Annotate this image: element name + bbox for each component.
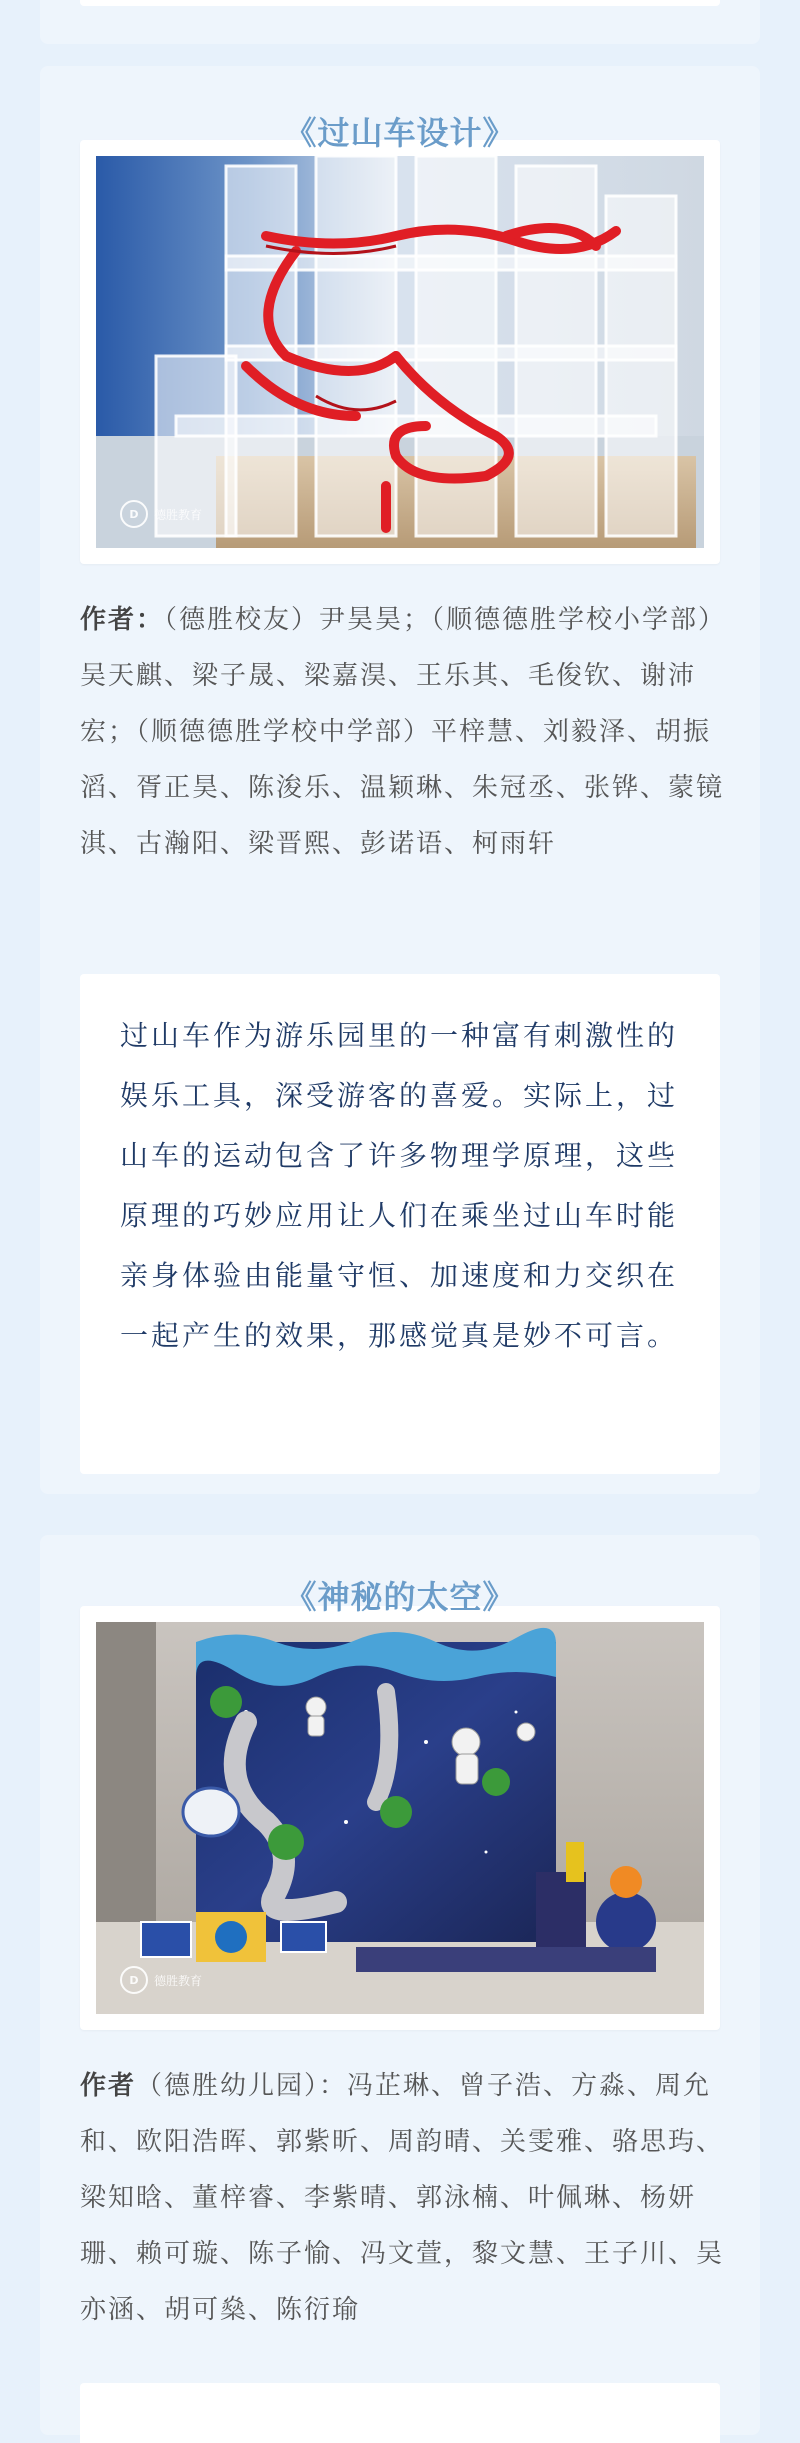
author-label: 作者： [80, 605, 165, 635]
school-logo-icon: D [120, 500, 148, 528]
watermark-text: 德胜教育 [154, 507, 203, 522]
author-label: 作者 [80, 2071, 137, 2101]
roller-coaster-card [40, 66, 760, 1494]
author-names: （德胜校友）尹昊昊；（顺德德胜学校小学部）吴天麒、梁子晟、梁嘉淏、王乐其、毛俊钦、谢沛宏；（顺德德胜学校中学部）平梓慧、刘毅泽、胡振滔、胥正昊、陈浚乐、温颖琳、朱冠丞、张铧、蒙镜淇、古瀚阳、梁晋熙、彭诺语、柯雨轩 [80, 605, 725, 859]
previous-card-bottom [80, 0, 720, 6]
mysterious-space-photo-frame [80, 1606, 720, 2030]
mysterious-space-watermark [120, 1966, 202, 1994]
school-logo-icon: D [120, 1966, 148, 1994]
roller-coaster-watermark [120, 500, 202, 528]
mysterious-space-authors [80, 2058, 725, 2338]
mysterious-space-description-box [80, 2383, 720, 2443]
watermark-text: 德胜教育 [154, 1973, 203, 1988]
author-names: （德胜幼儿园）：冯芷琳、曾子浩、方淼、周允和、欧阳浩晖、郭紫昕、周韵晴、关雯雅、骆思玙、梁知晗、董梓睿、李紫晴、郭泳楠、叶佩琳、杨妍珊、赖可璇、陈子愉、冯文萱，黎文慧、王子川、吴亦涵、胡可燊、陈衍瑜 [80, 2071, 725, 2325]
mysterious-space-card [40, 1535, 760, 2435]
roller-coaster-authors [80, 592, 725, 872]
roller-coaster-description-box [80, 974, 720, 1474]
mysterious-space-title: 《神秘的太空》 [284, 1578, 516, 1616]
previous-card [40, 0, 760, 44]
mysterious-space-photo[interactable] [96, 1622, 704, 2014]
roller-coaster-photo[interactable] [96, 156, 704, 548]
roller-coaster-description: 过山车作为游乐园里的一种富有刺激性的娱乐工具，深受游客的喜爱。实际上，过山车的运动包含了许多物理学原理，这些原理的巧妙应用让人们在乘坐过山车时能亲身体验由能量守恒、加速度和力交织在一起产生的效果，那感觉真是妙不可言。 [120, 1019, 679, 1352]
roller-coaster-photo-frame [80, 140, 720, 564]
roller-coaster-title: 《过山车设计》 [284, 114, 516, 152]
